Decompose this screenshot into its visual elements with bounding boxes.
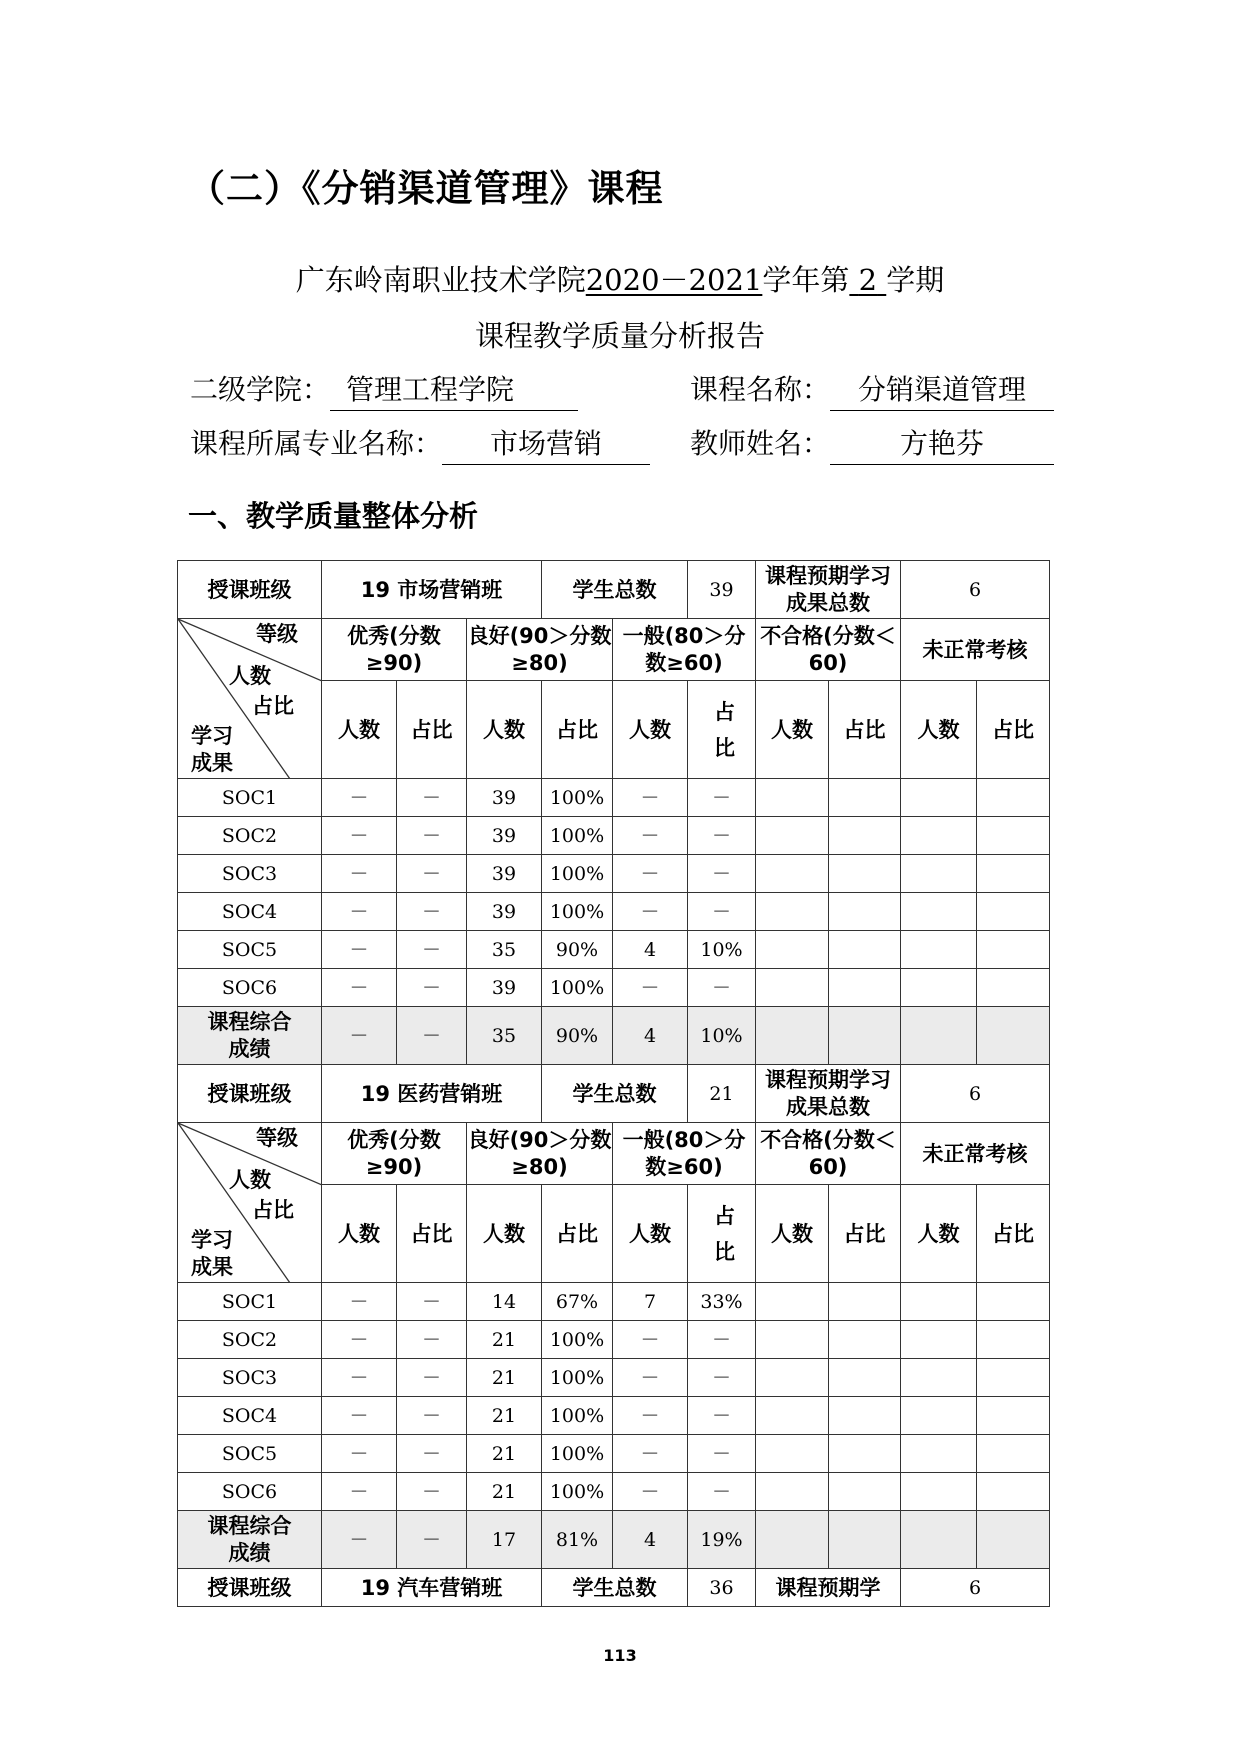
teacher-value: 方艳芬 bbox=[830, 422, 1054, 465]
table-cell bbox=[977, 1007, 1050, 1065]
term-number: 2 bbox=[858, 263, 878, 297]
college-field: 二级学院： 管理工程学院 bbox=[190, 368, 578, 411]
table-cell: － bbox=[613, 893, 688, 931]
table-cell: 100% bbox=[542, 1359, 613, 1397]
outcomes-label: 课程预期学习成果总数 bbox=[756, 1065, 901, 1123]
table-row bbox=[178, 1473, 1050, 1511]
table-cell bbox=[901, 1435, 977, 1473]
table-cell bbox=[977, 931, 1050, 969]
table-cell: SOC5 bbox=[178, 931, 322, 969]
table-cell: 90% bbox=[542, 931, 613, 969]
table-cell: － bbox=[688, 817, 756, 855]
table-cell bbox=[756, 1511, 829, 1569]
students-label: 学生总数 bbox=[542, 1065, 688, 1123]
table-cell bbox=[756, 1359, 829, 1397]
table-cell: 21 bbox=[467, 1435, 542, 1473]
teacher-field: 教师姓名： 方艳芬 bbox=[690, 422, 1054, 465]
table-cell: 人数 bbox=[613, 681, 688, 779]
table-cell: － bbox=[613, 1397, 688, 1435]
table-cell: SOC6 bbox=[178, 1473, 322, 1511]
table-cell bbox=[829, 1397, 901, 1435]
grade-fail: 不合格(分数＜60) bbox=[756, 1123, 901, 1185]
table-cell: 7 bbox=[613, 1283, 688, 1321]
outcomes-label: 课程预期学习成果总数 bbox=[756, 561, 901, 619]
table-cell: 占比 bbox=[829, 681, 901, 779]
class-label: 授课班级 bbox=[178, 1065, 322, 1123]
table-cell bbox=[901, 855, 977, 893]
table-cell: 人数 bbox=[901, 1185, 977, 1283]
table-cell: 占比 bbox=[542, 1185, 613, 1283]
table-cell bbox=[756, 1435, 829, 1473]
table-cell: 33% bbox=[688, 1283, 756, 1321]
table-cell bbox=[756, 779, 829, 817]
page-number: 113 bbox=[603, 1646, 637, 1665]
table-cell: － bbox=[688, 855, 756, 893]
table-cell: 人数 bbox=[467, 1185, 542, 1283]
students-total: 36 bbox=[688, 1569, 756, 1607]
table-cell: － bbox=[322, 1511, 397, 1569]
table-cell: SOC1 bbox=[178, 779, 322, 817]
table-cell: 81% bbox=[542, 1511, 613, 1569]
table-cell: 人数 bbox=[901, 681, 977, 779]
course-field: 课程名称： 分销渠道管理 bbox=[690, 368, 1054, 411]
class-name: 19 汽车营销班 bbox=[322, 1569, 542, 1607]
table-cell bbox=[977, 817, 1050, 855]
table-cell bbox=[977, 1511, 1050, 1569]
section-heading: 一、教学质量整体分析 bbox=[188, 499, 479, 533]
table-cell: 占比 bbox=[397, 1185, 467, 1283]
students-label: 学生总数 bbox=[542, 561, 688, 619]
table-cell bbox=[756, 931, 829, 969]
table-cell: － bbox=[613, 1321, 688, 1359]
table-cell: 14 bbox=[467, 1283, 542, 1321]
table-cell: 100% bbox=[542, 969, 613, 1007]
table-cell bbox=[901, 1283, 977, 1321]
table-cell: 人数 bbox=[756, 1185, 829, 1283]
table-cell: － bbox=[322, 817, 397, 855]
grade-absent: 未正常考核 bbox=[901, 1123, 1050, 1185]
table-cell: － bbox=[322, 893, 397, 931]
grade-fair: 一般(80＞分数≥60) bbox=[613, 1123, 756, 1185]
table-cell: － bbox=[613, 817, 688, 855]
table-cell: － bbox=[688, 969, 756, 1007]
table-cell bbox=[829, 969, 901, 1007]
table-cell: － bbox=[397, 1283, 467, 1321]
table-cell: SOC5 bbox=[178, 1435, 322, 1473]
table-cell: － bbox=[613, 1473, 688, 1511]
table-cell bbox=[977, 1397, 1050, 1435]
table-cell bbox=[756, 817, 829, 855]
table-cell: 课程综合成绩 bbox=[178, 1007, 322, 1065]
table-cell: SOC6 bbox=[178, 969, 322, 1007]
class-block-1 bbox=[178, 561, 1050, 1065]
summary-row bbox=[178, 1511, 1050, 1569]
table-cell: － bbox=[613, 1435, 688, 1473]
table-cell: 占比 bbox=[977, 1185, 1050, 1283]
table-cell bbox=[829, 855, 901, 893]
table-cell: 占比 bbox=[688, 681, 756, 779]
table-cell bbox=[901, 779, 977, 817]
table-cell bbox=[829, 931, 901, 969]
table-cell bbox=[901, 1511, 977, 1569]
table-row bbox=[178, 1397, 1050, 1435]
table-cell: 人数 bbox=[756, 681, 829, 779]
table-cell bbox=[977, 969, 1050, 1007]
table-cell: － bbox=[322, 779, 397, 817]
class-name: 19 医药营销班 bbox=[322, 1065, 542, 1123]
table-cell bbox=[901, 969, 977, 1007]
table-cell bbox=[756, 855, 829, 893]
diagonal-header: 等级 人数 占比 学习成果 bbox=[178, 619, 322, 779]
table-cell: － bbox=[613, 1359, 688, 1397]
table-cell bbox=[977, 1359, 1050, 1397]
table-row bbox=[178, 931, 1050, 969]
table-cell: － bbox=[322, 1473, 397, 1511]
table-cell: 占比 bbox=[542, 681, 613, 779]
table-cell: 人数 bbox=[322, 681, 397, 779]
table-row bbox=[178, 1359, 1050, 1397]
grade-excellent: 优秀(分数≥90) bbox=[322, 1123, 467, 1185]
table-cell: － bbox=[397, 931, 467, 969]
table-cell: － bbox=[397, 779, 467, 817]
table-cell: 35 bbox=[467, 1007, 542, 1065]
table-cell: － bbox=[613, 779, 688, 817]
table-cell bbox=[829, 1321, 901, 1359]
table-cell: 占比 bbox=[829, 1185, 901, 1283]
academic-year: 2020－2021 bbox=[585, 263, 763, 297]
table-cell: － bbox=[397, 1359, 467, 1397]
table-row bbox=[178, 855, 1050, 893]
college-value: 管理工程学院 bbox=[346, 373, 515, 406]
table-cell: － bbox=[322, 1283, 397, 1321]
term-label: 学期 bbox=[886, 263, 945, 297]
grade-fair: 一般(80＞分数≥60) bbox=[613, 619, 756, 681]
table-cell: 4 bbox=[613, 1511, 688, 1569]
table-cell: 21 bbox=[467, 1321, 542, 1359]
page-title: （二）《分销渠道管理》课程 bbox=[188, 167, 664, 210]
table-cell: － bbox=[322, 855, 397, 893]
table-cell: 人数 bbox=[322, 1185, 397, 1283]
students-total: 39 bbox=[688, 561, 756, 619]
table-cell: － bbox=[322, 1397, 397, 1435]
table-cell: 100% bbox=[542, 779, 613, 817]
table-cell bbox=[829, 1283, 901, 1321]
table-cell: － bbox=[322, 1007, 397, 1065]
report-heading-line bbox=[0, 258, 1240, 299]
table-cell bbox=[977, 1435, 1050, 1473]
table-cell: 占比 bbox=[977, 681, 1050, 779]
table-cell: － bbox=[688, 1397, 756, 1435]
grade-fail: 不合格(分数＜60) bbox=[756, 619, 901, 681]
table-cell: 4 bbox=[613, 931, 688, 969]
table-cell: － bbox=[322, 969, 397, 1007]
table-cell: 21 bbox=[467, 1397, 542, 1435]
table-cell bbox=[977, 1473, 1050, 1511]
table-cell: － bbox=[322, 1321, 397, 1359]
table-row bbox=[178, 1321, 1050, 1359]
table-cell: 21 bbox=[467, 1473, 542, 1511]
table-cell: 人数 bbox=[613, 1185, 688, 1283]
table-cell bbox=[901, 1007, 977, 1065]
table-cell: － bbox=[397, 1007, 467, 1065]
table-cell: SOC1 bbox=[178, 1283, 322, 1321]
table-cell: 占比 bbox=[688, 1185, 756, 1283]
table-cell bbox=[829, 1359, 901, 1397]
summary-row bbox=[178, 1007, 1050, 1065]
table-cell bbox=[756, 1397, 829, 1435]
table-cell bbox=[756, 893, 829, 931]
table-cell: － bbox=[688, 893, 756, 931]
table-cell: 100% bbox=[542, 1397, 613, 1435]
table-cell bbox=[829, 779, 901, 817]
table-cell: 人数 bbox=[467, 681, 542, 779]
table-cell: 4 bbox=[613, 1007, 688, 1065]
class-label: 授课班级 bbox=[178, 1569, 322, 1607]
table-cell: － bbox=[397, 1511, 467, 1569]
table-cell bbox=[901, 1359, 977, 1397]
table-cell bbox=[829, 1435, 901, 1473]
table-cell bbox=[756, 1283, 829, 1321]
table-cell bbox=[829, 817, 901, 855]
table-cell bbox=[829, 893, 901, 931]
table-cell: 19% bbox=[688, 1511, 756, 1569]
table-cell: 21 bbox=[467, 1359, 542, 1397]
table-cell bbox=[977, 855, 1050, 893]
table-cell: 39 bbox=[467, 893, 542, 931]
table-cell bbox=[756, 1473, 829, 1511]
table-cell: － bbox=[397, 1397, 467, 1435]
table-cell: 100% bbox=[542, 1473, 613, 1511]
table-cell bbox=[756, 1007, 829, 1065]
students-label: 学生总数 bbox=[542, 1569, 688, 1607]
table-cell bbox=[829, 1007, 901, 1065]
table-cell: － bbox=[688, 1321, 756, 1359]
table-cell: － bbox=[688, 1473, 756, 1511]
grade-good: 良好(90＞分数≥80) bbox=[467, 1123, 613, 1185]
table-cell: － bbox=[613, 969, 688, 1007]
table-cell: SOC2 bbox=[178, 1321, 322, 1359]
table-row bbox=[178, 779, 1050, 817]
table-cell: 100% bbox=[542, 817, 613, 855]
table-row bbox=[178, 817, 1050, 855]
diagonal-header: 等级 人数 占比 学习成果 bbox=[178, 1123, 322, 1283]
table-cell: 10% bbox=[688, 1007, 756, 1065]
outcomes-label: 课程预期学 bbox=[756, 1569, 901, 1607]
outcomes-total: 6 bbox=[901, 1065, 1050, 1123]
table-row bbox=[178, 1283, 1050, 1321]
table-cell: 100% bbox=[542, 1435, 613, 1473]
table-cell bbox=[901, 1473, 977, 1511]
table-cell: － bbox=[397, 969, 467, 1007]
table-cell bbox=[829, 1511, 901, 1569]
grade-good: 良好(90＞分数≥80) bbox=[467, 619, 613, 681]
table-cell: 17 bbox=[467, 1511, 542, 1569]
table-cell: － bbox=[397, 855, 467, 893]
class-block-2 bbox=[178, 1065, 1050, 1569]
table-cell bbox=[977, 779, 1050, 817]
table-cell: SOC4 bbox=[178, 893, 322, 931]
table-cell: SOC3 bbox=[178, 1359, 322, 1397]
table-cell bbox=[901, 1321, 977, 1359]
outcomes-total: 6 bbox=[901, 1569, 1050, 1607]
table-cell bbox=[977, 893, 1050, 931]
table-cell: － bbox=[322, 931, 397, 969]
table-cell: － bbox=[688, 1359, 756, 1397]
table-cell: SOC2 bbox=[178, 817, 322, 855]
class-name: 19 市场营销班 bbox=[322, 561, 542, 619]
course-value: 分销渠道管理 bbox=[830, 368, 1054, 411]
table-cell bbox=[901, 1397, 977, 1435]
table-cell: 100% bbox=[542, 893, 613, 931]
table-cell bbox=[756, 969, 829, 1007]
table-cell: SOC3 bbox=[178, 855, 322, 893]
table-cell bbox=[901, 893, 977, 931]
outcomes-total: 6 bbox=[901, 561, 1050, 619]
table-cell: － bbox=[397, 1435, 467, 1473]
major-value: 市场营销 bbox=[442, 422, 650, 465]
table-cell: 100% bbox=[542, 855, 613, 893]
table-cell: － bbox=[397, 1473, 467, 1511]
students-total: 21 bbox=[688, 1065, 756, 1123]
table-cell: － bbox=[322, 1359, 397, 1397]
table-cell: 占比 bbox=[397, 681, 467, 779]
table-cell bbox=[977, 1321, 1050, 1359]
table-cell: － bbox=[397, 1321, 467, 1359]
table-cell: － bbox=[613, 855, 688, 893]
table-cell: 39 bbox=[467, 779, 542, 817]
table-cell: 67% bbox=[542, 1283, 613, 1321]
table-cell: 课程综合成绩 bbox=[178, 1511, 322, 1569]
table-cell: 39 bbox=[467, 817, 542, 855]
table-cell: 100% bbox=[542, 1321, 613, 1359]
table-cell bbox=[901, 817, 977, 855]
table-cell: 35 bbox=[467, 931, 542, 969]
table-row bbox=[178, 893, 1050, 931]
grade-excellent: 优秀(分数≥90) bbox=[322, 619, 467, 681]
major-field: 课程所属专业名称： 市场营销 bbox=[190, 422, 650, 465]
table-cell: － bbox=[397, 817, 467, 855]
table-cell: － bbox=[688, 1435, 756, 1473]
table-cell: SOC4 bbox=[178, 1397, 322, 1435]
table-cell bbox=[756, 1321, 829, 1359]
table-cell: 39 bbox=[467, 969, 542, 1007]
class-block-3 bbox=[178, 1569, 1050, 1607]
table-row bbox=[178, 1435, 1050, 1473]
table-cell: － bbox=[397, 893, 467, 931]
table-cell: － bbox=[322, 1435, 397, 1473]
grade-absent: 未正常考核 bbox=[901, 619, 1050, 681]
quality-table bbox=[177, 560, 1050, 1607]
table-row bbox=[178, 969, 1050, 1007]
report-subtitle: 课程教学质量分析报告 bbox=[474, 319, 765, 353]
class-label: 授课班级 bbox=[178, 561, 322, 619]
table-cell: － bbox=[688, 779, 756, 817]
table-cell: 39 bbox=[467, 855, 542, 893]
table-cell: 90% bbox=[542, 1007, 613, 1065]
table-cell bbox=[977, 1283, 1050, 1321]
table-cell: 10% bbox=[688, 931, 756, 969]
school-name: 广东岭南职业技术学院 bbox=[295, 263, 586, 297]
table-cell bbox=[829, 1473, 901, 1511]
table-cell bbox=[901, 931, 977, 969]
year-label: 学年第 bbox=[762, 263, 850, 297]
